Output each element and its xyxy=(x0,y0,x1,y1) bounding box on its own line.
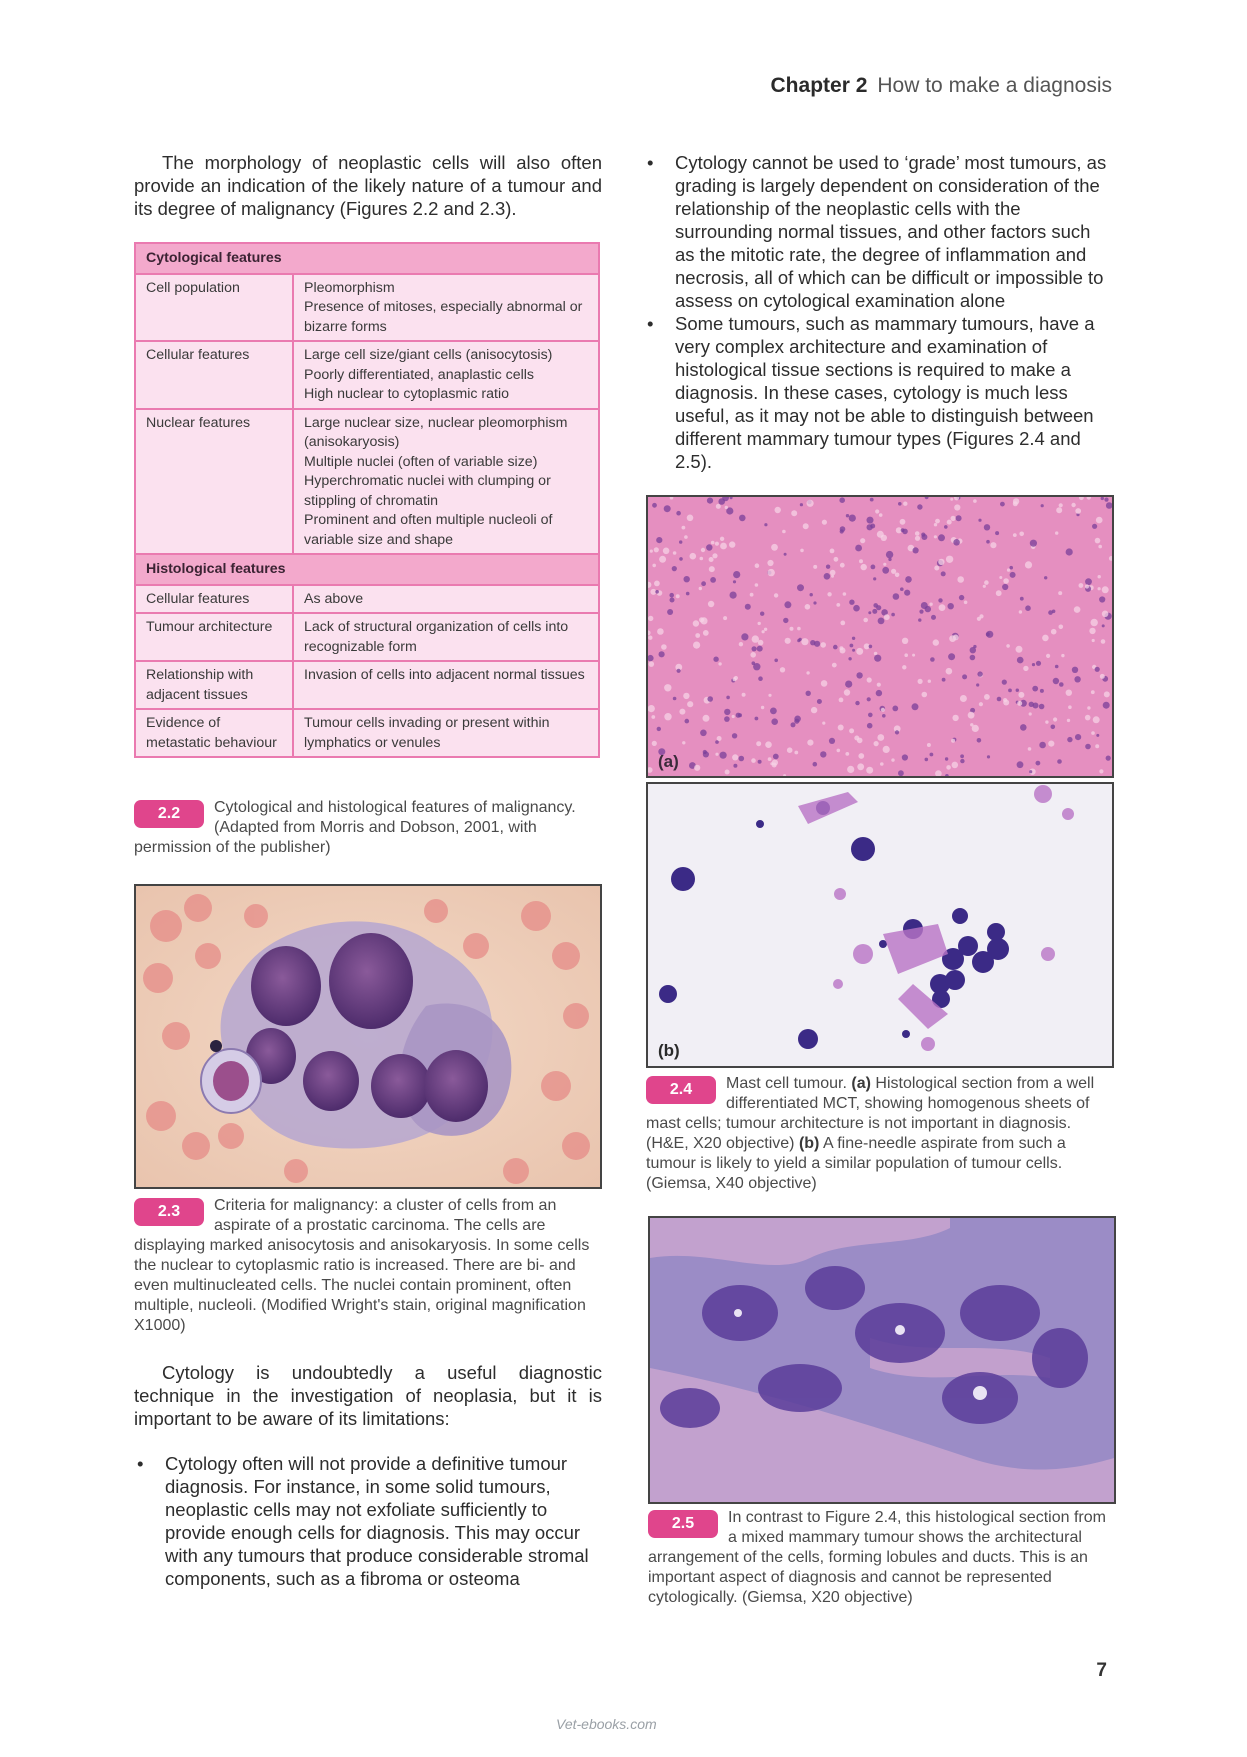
row-values xyxy=(293,341,599,409)
figure-label: 2.2 xyxy=(134,800,204,828)
panel-b-label: (b) xyxy=(658,1041,680,1060)
figure-2-2-caption xyxy=(134,798,602,858)
chapter-title: How to make a diagnosis xyxy=(877,74,1112,97)
row-value-line: Pleomorphism xyxy=(304,279,395,296)
row-value-line: Lack of structural organization of cells into recognizable form xyxy=(304,619,569,655)
row-value-line: As above xyxy=(304,590,364,607)
figure-2-3-caption xyxy=(134,1196,602,1336)
row-values xyxy=(293,409,599,555)
page-number: 7 xyxy=(1096,1660,1107,1681)
figure-2-5-caption xyxy=(648,1508,1118,1608)
row-label: Evidence of metastatic behaviour xyxy=(135,709,293,757)
bullet-item: • Cytology often will not provide a definitive tumour diagnosis. For instance, in some solid tumours, neoplastic cells may not exfoliate sufficiently to provide enough cells for diagnosis. This may occur with any tumours that produce considerable stromal components, such as a fibroma or osteoma xyxy=(134,1452,602,1590)
row-label: Cell population xyxy=(135,274,293,342)
figure-label: 2.5 xyxy=(648,1510,718,1538)
row-values xyxy=(293,274,599,342)
figure-label: 2.4 xyxy=(646,1076,716,1104)
features-table xyxy=(134,242,600,758)
caption-text: Mast cell tumour. xyxy=(726,1075,852,1092)
left-bullet-list xyxy=(134,1452,602,1590)
figure-2-4b-photo xyxy=(646,782,1114,1068)
limitations-paragraph: Cytology is undoubtedly a useful diagnostic technique in the investigation of neoplasia, but it is important to be aware of its limitations: xyxy=(134,1362,602,1429)
row-value-line: Prominent and often multiple nucleoli of variable size and shape xyxy=(304,512,553,548)
caption-text: A fine-needle aspirate from such a tumour is likely to yield a similar population of tumour cells. (Giemsa, X40 objective) xyxy=(646,1135,1066,1192)
histo-header: Histological features xyxy=(135,554,599,585)
row-values xyxy=(293,585,599,614)
row-label: Tumour architecture xyxy=(135,613,293,661)
figure-label: 2.3 xyxy=(134,1198,204,1226)
table-row xyxy=(135,274,599,342)
row-value-line: Hyperchromatic nuclei with clumping or stippling of chromatin xyxy=(304,473,551,509)
row-value-line: Poorly differentiated, anaplastic cells xyxy=(304,366,535,383)
figure-2-4a-photo xyxy=(646,495,1114,778)
bullet-item: • Some tumours, such as mammary tumours, have a very complex architecture and examination of histological tissue sections is required to make a diagnosis. In these cases, cytology is much less useful, as it may not be able to distinguish between different mammary tumour types (Figures 2.4 and 2.5). xyxy=(644,312,1114,473)
intro-paragraph: The morphology of neoplastic cells will also often provide an indication of the likely nature of a tumour and its degree of malignancy (Figures 2.2 and 2.3). xyxy=(134,152,602,219)
caption-text: Histological section from a well differentiated MCT, showing homogenous sheets of mast cells; tumour architecture is not important in diagnosis. (H&E, X20 objective) xyxy=(646,1075,1095,1152)
caption-text: Criteria for malignancy: a cluster of cells from an aspirate of a prostatic carcinoma. The cells are displaying marked anisocytosis and anisokaryosis. In some cells the nuclear to cytoplasmic ratio is increased. There are bi- and even multinucleated cells. The nuclei contain prominent, often multiple, nucleoli. (Modified Wright's stain, original magnification X1000) xyxy=(134,1197,590,1334)
row-label: Relationship with adjacent tissues xyxy=(135,661,293,709)
row-value-line: High nuclear to cytoplasmic ratio xyxy=(304,386,510,402)
panel-a-label: (a) xyxy=(658,752,679,771)
table-row xyxy=(135,709,599,757)
row-value-line: Large nuclear size, nuclear pleomorphism (anisokaryosis) xyxy=(304,414,568,450)
cyto-header: Cytological features xyxy=(135,243,599,274)
table-row xyxy=(135,341,599,409)
row-label: Cellular features xyxy=(135,585,293,614)
caption-text: In contrast to Figure 2.4, this histological section from a mixed mammary tumour shows the architectural arrangement of the cells, forming lobules and ducts. This is an important aspect of diagnosis and cannot be represented cytologically. (Giemsa, X20 objective) xyxy=(648,1509,1106,1606)
bullet-item: • Cytology cannot be used to ‘grade’ most tumours, as grading is largely dependent on consideration of the relationship of the neoplastic cells with the surrounding normal tissues, and other factors such as the mitotic rate, the degree of inflammation and necrosis, all of which can be difficult or impossible to assess on cytological examination alone xyxy=(644,151,1114,312)
row-value-line: Tumour cells invading or present within lymphatics or venules xyxy=(304,715,550,751)
row-value-line: Invasion of cells into adjacent normal tissues xyxy=(304,667,585,683)
chapter-number: Chapter 2 xyxy=(770,74,868,97)
caption-panel-b: (b) xyxy=(798,1135,820,1152)
row-label: Cellular features xyxy=(135,341,293,409)
row-value-line: Large cell size/giant cells (anisocytosis) xyxy=(304,347,553,363)
table-row xyxy=(135,661,599,709)
watermark: Vet-ebooks.com xyxy=(556,1716,657,1732)
row-values xyxy=(293,613,599,661)
row-value-line: Multiple nuclei (often of variable size) xyxy=(304,453,538,470)
running-header xyxy=(771,74,1112,98)
figure-2-3-photo xyxy=(134,884,602,1189)
row-value-line: Presence of mitoses, especially abnormal or bizarre forms xyxy=(304,299,583,335)
row-values xyxy=(293,709,599,757)
caption-text: Cytological and histological features of malignancy. (Adapted from Morris and Dobson, 2001, with permission of the publisher) xyxy=(134,799,576,856)
row-label: Nuclear features xyxy=(135,409,293,555)
table-row xyxy=(135,613,599,661)
caption-panel-a: (a) xyxy=(851,1075,871,1092)
table-row xyxy=(135,409,599,555)
row-values xyxy=(293,661,599,709)
figure-2-5-photo xyxy=(648,1216,1116,1504)
right-bullet-list xyxy=(644,151,1114,473)
figure-2-4-caption xyxy=(646,1074,1116,1194)
table-row xyxy=(135,585,599,614)
